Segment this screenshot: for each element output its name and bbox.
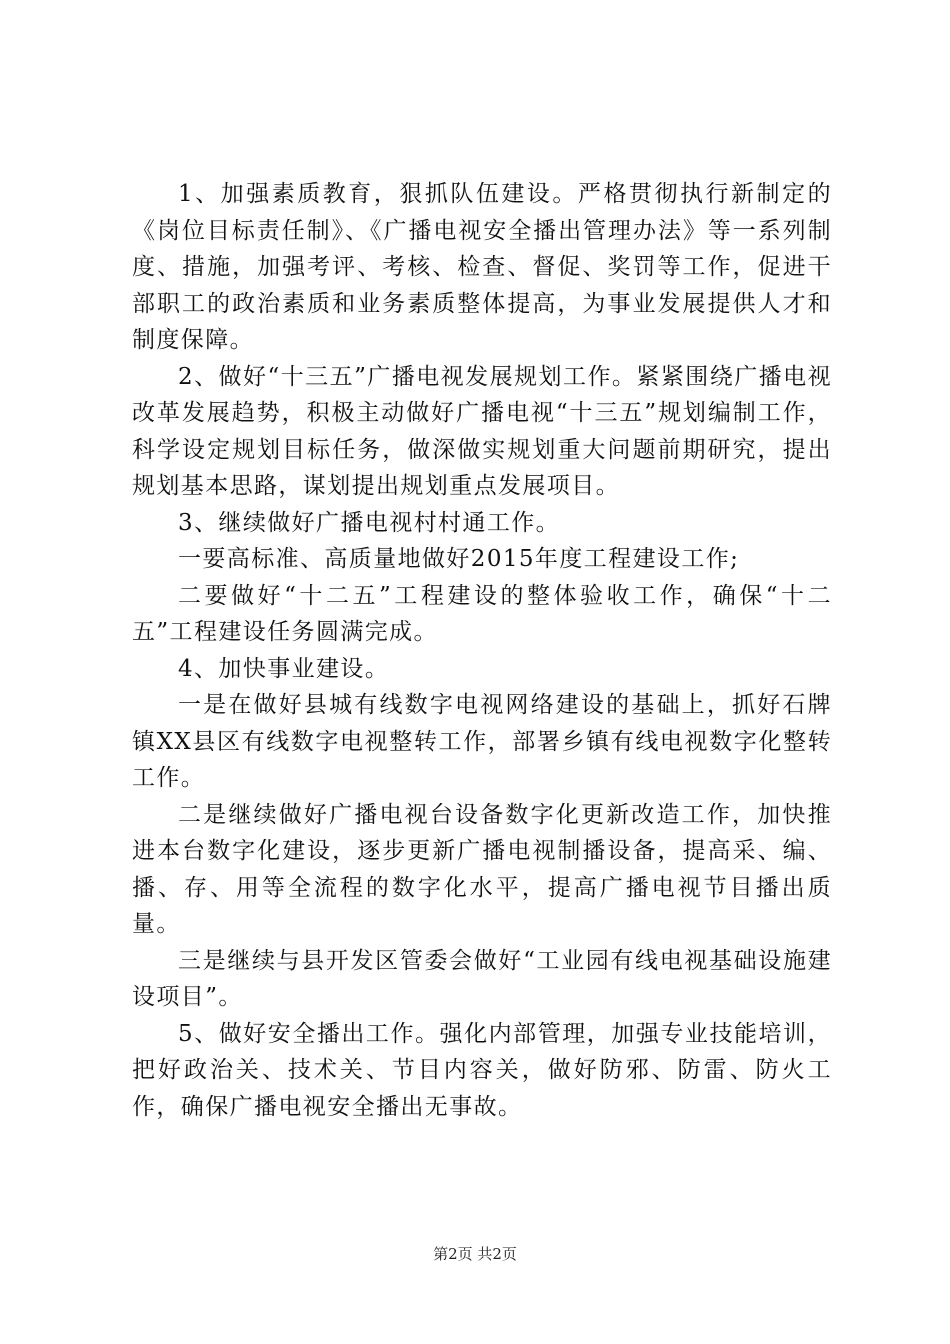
document-body	[132, 176, 832, 1125]
paragraph-item-3-village-coverage: 3、继续做好广播电视村村通工作。	[178, 509, 561, 536]
paragraph-sub-item-2-acceptance: 二要做好“十二五”工程建设的整体验收工作，确保“十二五”工程建设任务圆满完成。	[132, 582, 832, 645]
paragraph-item-1-quality-education: 1、加强素质教育，狠抓队伍建设。严格贯彻执行新制定的《岗位目标责任制》、《广播电视安全播出管理办法》等一系列制度、措施，加强考评、考核、检查、督促、奖罚等工作，促进干部职工的政治素质和业务素质整体提高，为事业发展提供人才和制度保障。	[132, 181, 832, 353]
paragraph-sub-item-equipment-upgrade: 二是继续做好广播电视台设备数字化更新改造工作，加快推进本台数字化建设，逐步更新广播电视制播设备，提高采、编、播、存、用等全流程的数字化水平，提高广播电视节目播出质量。	[132, 801, 832, 937]
page-number-footer: 第2页 共2页	[433, 1245, 517, 1263]
paragraph-sub-item-cable-digital: 一是在做好县城有线数字电视网络建设的基础上，抓好石牌镇XX县区有线数字电视整转工作，部署乡镇有线电视数字化整转工作。	[132, 692, 832, 791]
paragraph-sub-item-1-2015-construction: 一要高标准、高质量地做好2015年度工程建设工作;	[178, 546, 740, 572]
paragraph-item-2-planning: 2、做好“十三五”广播电视发展规划工作。紧紧围绕广播电视改革发展趋势，积极主动做好广播电视“十三五”规划编制工作，科学设定规划目标任务，做深做实规划重大问题前期研究，提出规划基本思路，谋划提出规划重点发展项目。	[132, 363, 832, 499]
paragraph-sub-item-industrial-park: 三是继续与县开发区管委会做好“工业园有线电视基础设施建设项目”。	[132, 947, 832, 1010]
paragraph-item-5-safe-broadcast: 5、做好安全播出工作。强化内部管理，加强专业技能培训，把好政治关、技术关、节目内容关，做好防邪、防雷、防火工作，确保广播电视安全播出无事故。	[132, 1020, 832, 1120]
paragraph-item-4-business-construction: 4、加快事业建设。	[178, 655, 390, 682]
